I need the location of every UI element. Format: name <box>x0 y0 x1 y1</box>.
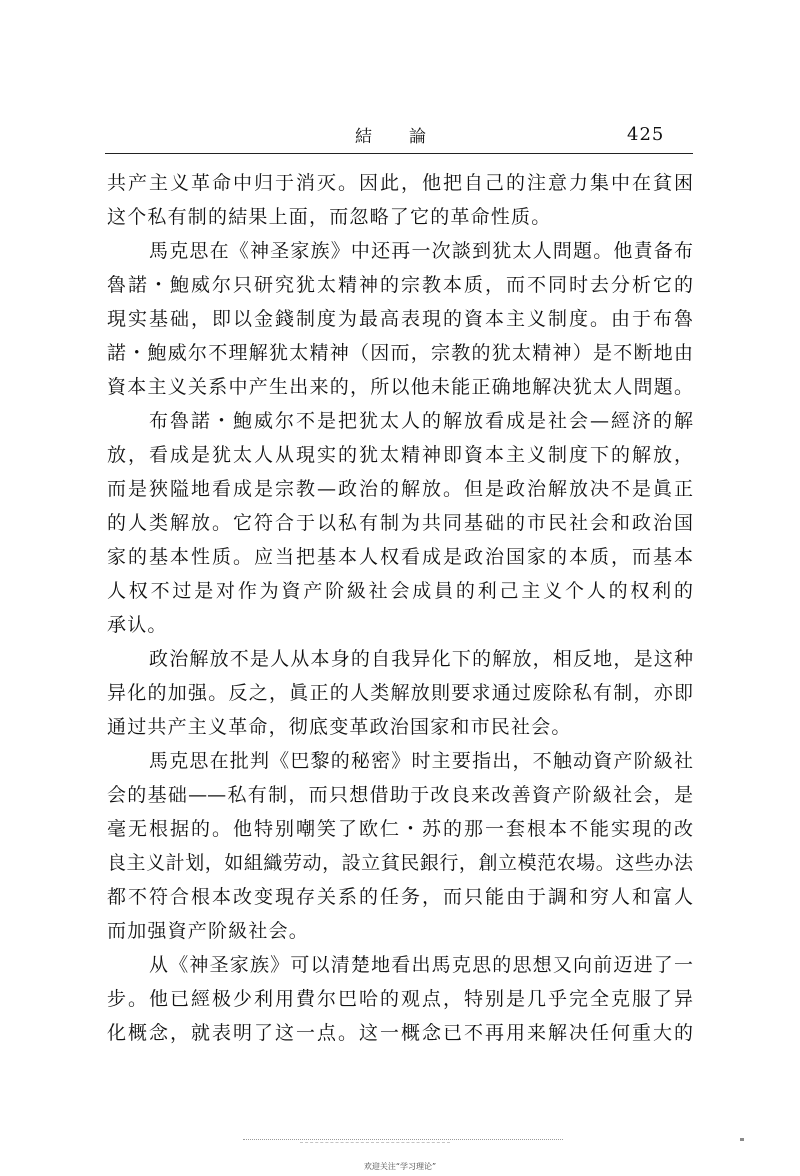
paragraph <box>107 404 693 642</box>
text-line: 放，看成是犹太人从現实的犹太精神即資本主义制度下的解放， <box>107 444 693 466</box>
paragraph <box>107 642 693 744</box>
page-number: 425 <box>627 124 665 145</box>
text-line: 承认。 <box>107 614 168 636</box>
paragraph <box>107 234 693 404</box>
text-line: 这个私有制的結果上面，而忽略了它的革命性质。 <box>107 206 552 228</box>
text-line: 良主义計划，如組織劳动，設立貧民銀行，創立模范农場。这些办法 <box>107 852 693 874</box>
text-line: 通过共产主义革命，彻底变革政治国家和市民社会。 <box>107 716 572 738</box>
text-line: 資本主义关系中产生出来的，所以他未能正确地解决犹太人問題。 <box>107 376 693 398</box>
text-line: 异化的加强。反之，眞正的人类解放則要求通过废除私有制，亦即 <box>107 682 693 704</box>
text-line: 毫无根据的。他特别嘲笑了欧仁・苏的那一套根本不能实現的改 <box>107 818 693 840</box>
paragraph <box>107 948 693 1050</box>
scan-artifact <box>300 1142 450 1143</box>
text-line: 而是狹隘地看成是宗教—政治的解放。但是政治解放决不是眞正 <box>107 478 693 500</box>
text-line: 馬克思在批判《巴黎的秘密》时主要指出，不触动資产阶級社 <box>149 750 693 772</box>
text-line: 政治解放不是人从本身的自我异化下的解放，相反地，是这种 <box>149 648 693 670</box>
paragraph-continued <box>107 166 693 234</box>
text-line: 化概念，就表明了这一点。这一概念已不再用来解决任何重大的 <box>107 1022 693 1044</box>
body-text <box>107 166 693 1050</box>
watermark-note: 欢迎关注“学习理论” <box>363 1162 437 1171</box>
text-line: 現实基础，即以金錢制度为最高表現的資本主义制度。由于布魯 <box>107 308 693 330</box>
running-head <box>105 122 693 152</box>
text-line: 而加强資产阶級社会。 <box>107 920 310 942</box>
text-line: 从《神圣家族》可以清楚地看出馬克思的思想又向前迈进了一 <box>149 954 693 976</box>
header-rule <box>105 153 693 154</box>
text-line: 人权不过是对作为資产阶級社会成員的利己主义个人的权利的 <box>107 580 693 602</box>
text-line: 布魯諾・鮑威尔不是把犹太人的解放看成是社会—經济的解 <box>149 410 693 432</box>
text-line: 步。他已經极少利用費尔巴哈的观点，特别是几乎完全克服了异 <box>107 988 693 1010</box>
text-line: 都不符合根本改变現存关系的任务，而只能由于調和穷人和富人 <box>107 886 693 908</box>
chapter-title: 結 論 <box>355 127 436 147</box>
text-line: 的人类解放。它符合于以私有制为共同基础的市民社会和政治国 <box>107 512 693 534</box>
scan-artifact <box>243 1139 563 1140</box>
text-line: 魯諾・鮑威尔只研究犹太精神的宗教本质，而不同时去分析它的 <box>107 274 693 296</box>
scan-artifact <box>740 1138 744 1141</box>
text-line: 共产主义革命中归于消灭。因此，他把自己的注意力集中在貧困 <box>107 172 693 194</box>
text-line: 会的基础——私有制，而只想借助于改良来改善資产阶級社会，是 <box>107 784 693 806</box>
text-line: 家的基本性质。应当把基本人权看成是政治国家的本质，而基本 <box>107 546 693 568</box>
paragraph <box>107 744 693 948</box>
text-line: 諾・鮑威尔不理解犹太精神（因而，宗教的犹太精神）是不断地由 <box>107 342 693 364</box>
text-line: 馬克思在《神圣家族》中还再一次談到犹太人問題。他責备布 <box>149 240 693 262</box>
